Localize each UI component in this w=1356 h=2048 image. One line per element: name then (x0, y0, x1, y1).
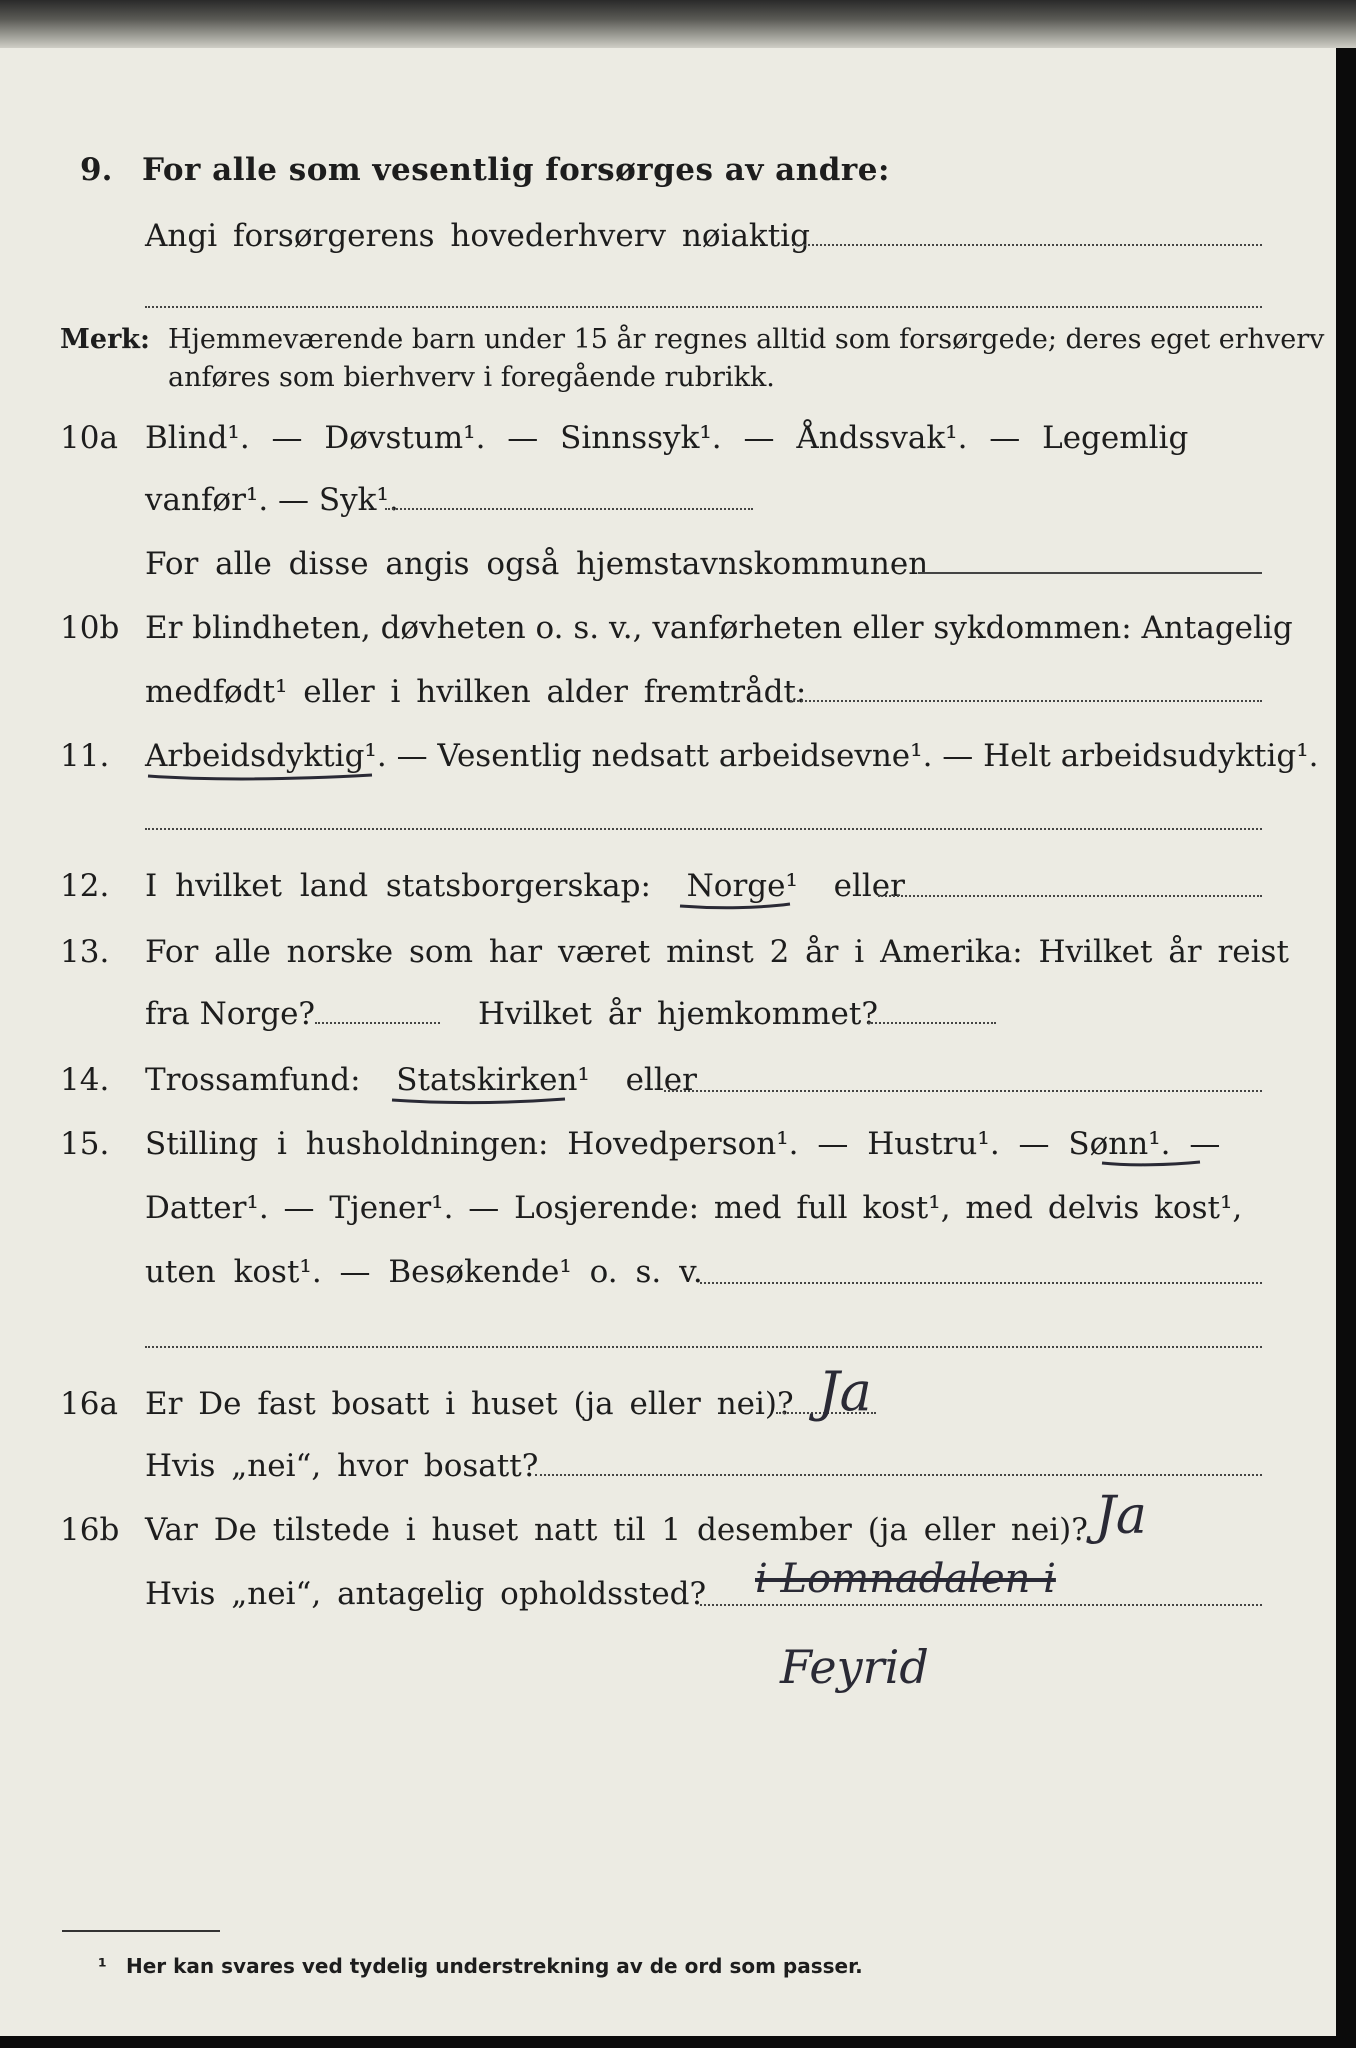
q10a-line-3: For alle disse angis også hjemstavnskommunen (145, 546, 929, 582)
q13-line-2b: Hvilket år hjemkommet? (478, 996, 878, 1032)
q12-question: I hvilket land statsborgerskap: (145, 868, 651, 904)
q10a-line-2: vanfør¹. — Syk¹. (145, 482, 399, 518)
q15-option-sonn[interactable]: Sønn¹. (1068, 1126, 1171, 1162)
q13-line-2a: fra Norge? (145, 996, 316, 1032)
q16b-handwritten-answer-2-struck: i Lomnadalen i (755, 1556, 1056, 1602)
q16a-number: 16a (60, 1386, 118, 1422)
q12-option-norge[interactable]: Norge¹ (686, 868, 798, 904)
q11-option-arbeidsdyktig[interactable]: Arbeidsdyktig¹. (145, 738, 387, 774)
q16a-line-2: Hvis „nei“, hvor bosatt? (145, 1448, 539, 1484)
q16b-line-1: Var De tilstede i huset natt til 1 desember (ja eller nei)? (145, 1512, 1088, 1548)
q16b-number: 16b (60, 1512, 120, 1548)
q14-number: 14. (60, 1062, 110, 1098)
q14-eller: eller (625, 1062, 697, 1098)
q9-title: For alle som vesentlig forsørges av andre: (142, 152, 890, 188)
q9-line-a: Angi forsørgerens hovederhverv nøiaktig (145, 218, 810, 254)
q10a-line-1: Blind¹. — Døvstum¹. — Sinnssyk¹. — Åndssvak¹. — Legemlig (145, 420, 1189, 456)
q15-underline (1102, 1162, 1200, 1165)
q14-option-statskirken[interactable]: Statskirken¹ (396, 1062, 590, 1098)
q16b-line-2: Hvis „nei“, antagelig opholdssted? (145, 1576, 707, 1612)
q16b-handwritten-answer-3: Feyrid (780, 1640, 929, 1694)
merk-label: Merk: (60, 324, 150, 355)
footnote-text: Her kan svares ved tydelig understrekning av de ord som passer. (126, 1954, 863, 1978)
q10a-number: 10a (60, 420, 118, 456)
q16b-handwritten-answer-1: Ja (1095, 1486, 1147, 1546)
q15-number: 15. (60, 1126, 110, 1162)
q11-option-rest: — Vesentlig nedsatt arbeidsevne¹. — Helt arbeidsudyktig¹. (396, 738, 1319, 774)
q15-options-a: Stilling i husholdningen: Hovedperson¹. — Hustru¹. — (145, 1126, 1050, 1162)
q15-line-2: Datter¹. — Tjener¹. — Losjerende: med full kost¹, med delvis kost¹, (145, 1190, 1243, 1226)
q10b-line-2: medfødt¹ eller i hvilken alder fremtrådt: (145, 674, 807, 710)
q13-line-1: For alle norske som har været minst 2 år i Amerika: Hvilket år reist (145, 934, 1289, 970)
q14-question: Trossamfund: (145, 1062, 361, 1098)
merk-line-1: Hjemmeværende barn under 15 år regnes alltid som forsørgede; deres eget erhverv (168, 324, 1325, 355)
q12-eller: eller (833, 868, 905, 904)
q10b-line-1: Er blindheten, døvheten o. s. v., vanførheten eller sykdommen: Antagelig (145, 610, 1293, 646)
q13-number: 13. (60, 934, 110, 970)
q10b-number: 10b (60, 610, 120, 646)
q16a-handwritten-answer: Ja (818, 1360, 872, 1423)
q12-underline (680, 904, 790, 908)
q16a-line-1: Er De fast bosatt i huset (ja eller nei)? (145, 1386, 794, 1422)
q12-number: 12. (60, 868, 110, 904)
footnote-mark: ¹ (98, 1954, 107, 1978)
q11-underline (148, 775, 372, 779)
q11-number: 11. (60, 738, 110, 774)
q15-line-3: uten kost¹. — Besøkende¹ o. s. v. (145, 1254, 703, 1290)
q9-number: 9. (80, 152, 113, 188)
footnote-rule (62, 1930, 220, 1932)
merk-line-2: anføres som bierhverv i foregående rubrikk. (168, 362, 775, 393)
q15-dash: — (1189, 1126, 1221, 1162)
q14-underline (392, 1099, 565, 1103)
